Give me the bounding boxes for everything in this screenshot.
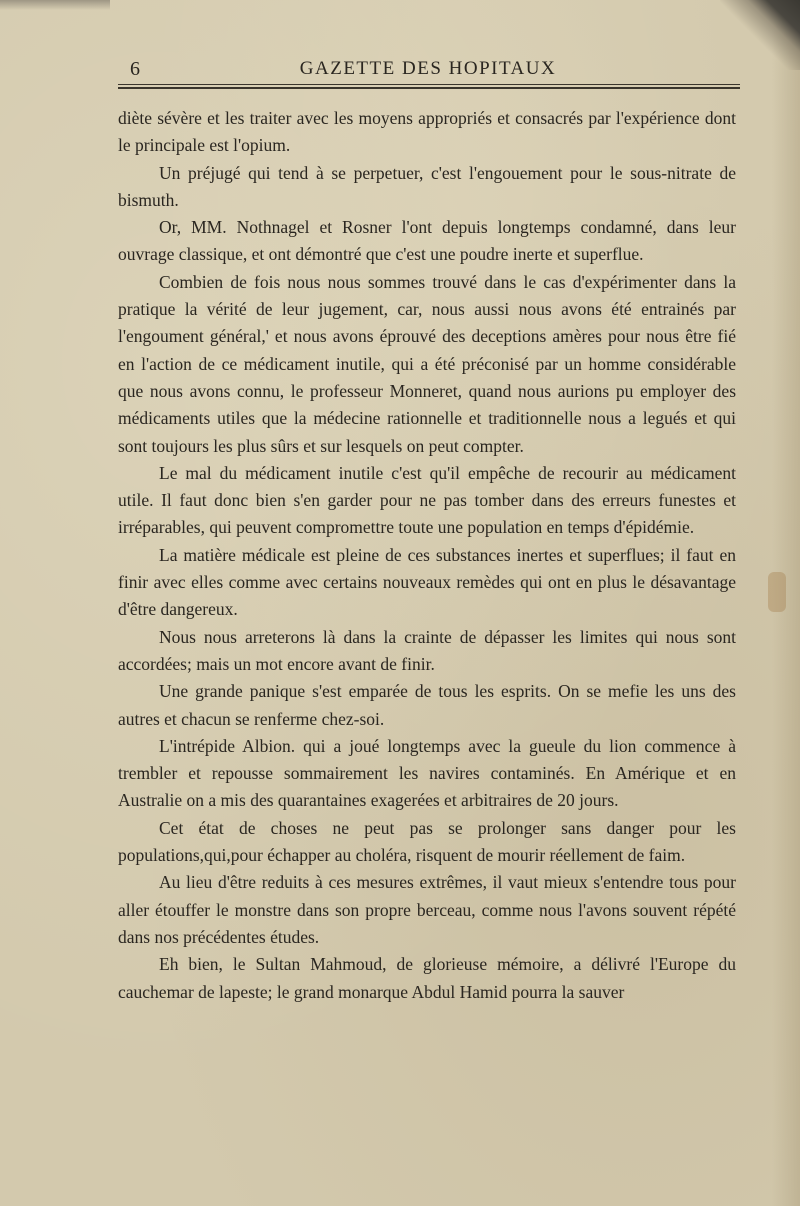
page-edge-shadow bbox=[0, 0, 110, 10]
paragraph: Or, MM. Nothnagel et Rosner l'ont depuis longtemps condamné, dans leur ouvrage classique, et ont démontré que c'est une poudre inerte et superflue. bbox=[118, 217, 736, 265]
paragraph: La matière médicale est pleine de ces substances inertes et superflues; il faut en finir avec elles comme avec certains nouveaux remèdes qui ont en plus le désavantage d'être dangereux. bbox=[118, 544, 736, 620]
article-body bbox=[118, 105, 736, 1006]
paragraph: Une grande panique s'est emparée de tous les esprits. On se mefie les uns des autres et chacun se renferme chez-soi. bbox=[118, 681, 736, 729]
paragraph-continuation: diète sévère et les traiter avec les moyens appropriés et consacrés par l'expérience dont le principale est l'opium. bbox=[118, 108, 736, 156]
journal-title: GAZETTE DES HOPITAUX bbox=[299, 58, 557, 79]
running-header bbox=[118, 56, 738, 82]
paragraph: Combien de fois nous nous sommes trouvé dans le cas d'expérimenter dans la pratique la vérité de leur jugement, car, nous aussi nous avons été entrainés par l'engoument général,' et nous avons éprouvé des deceptions amères pour nous être fié en l'action de ce médicament inutile, qui a été préconisé par un homme considérable que nous avons connu, le professeur Monneret, quand nous aurions pu employer des médicaments utiles que la médecine rationnelle et traditionnelle nous a legués et qui sont toujours les plus sûrs et sur lesquels on peut compter. bbox=[118, 271, 736, 456]
paper-stain bbox=[768, 572, 786, 612]
paragraph: Cet état de choses ne peut pas se prolonger sans danger pour les populations,qui,pour échapper au choléra, risquent de mourir réellement de faim. bbox=[118, 817, 736, 866]
page-number: 6 bbox=[130, 58, 141, 80]
header-rule bbox=[118, 84, 740, 89]
paragraph: Au lieu d'être reduits à ces mesures extrêmes, il vaut mieux s'entendre tous pour aller étouffer le monstre dans son propre berceau, comme nous l'avons souvent répété dans nos précédentes études. bbox=[118, 872, 736, 947]
paragraph: Le mal du médicament inutile c'est qu'il empêche de recourir au médicament utile. Il faut donc bien s'en garder pour ne pas tomber dans des erreurs funestes et irréparables, qui peuvent compromettre toute une population en temps d'épidémie. bbox=[118, 462, 736, 538]
paragraph: L'intrépide Albion. qui a joué longtemps avec la gueule du lion commence à trembler et repousse sommairement les navires contaminés. En Amérique et en Australie on a mis des quarantaines exagerées et arbitraires de 20 jours. bbox=[118, 735, 736, 811]
paragraph: Un préjugé qui tend à se perpetuer, c'est l'engouement pour le sous-nitrate de bismuth. bbox=[118, 162, 736, 210]
paragraph: Eh bien, le Sultan Mahmoud, de glorieuse mémoire, a délivré l'Europe du cauchemar de lapeste; le grand monarque Abdul Hamid pourra la sauver bbox=[118, 954, 736, 1002]
paragraph: Nous nous arreterons là dans la crainte de dépasser les limites qui nous sont accordées; mais un mot encore avant de finir. bbox=[118, 626, 736, 674]
